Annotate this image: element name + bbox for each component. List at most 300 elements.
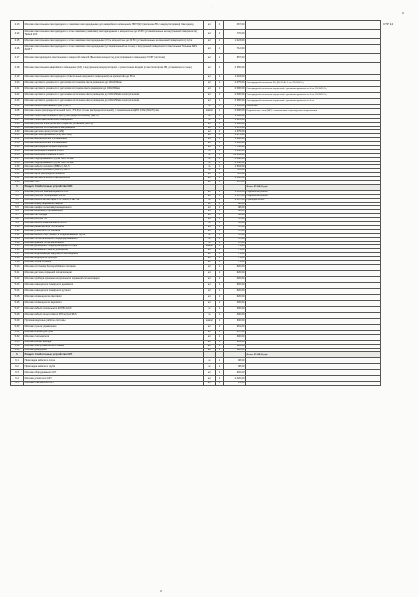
row-description: Монтаж линии светильника к щиту распределительному (ЩРО) [24, 114, 204, 118]
row-unit: шт [204, 142, 216, 146]
row-price: 47,00 [224, 237, 246, 241]
row-unit: шт [204, 344, 216, 348]
row-number: 5.23 [11, 282, 24, 288]
row-description: Монтаж оповещателя светового [24, 294, 204, 300]
row-note [246, 30, 381, 39]
row-description: Монтаж извещателя пожарного ручного [24, 288, 204, 294]
row-quantity: 1 [216, 75, 224, 81]
row-number: 4.30 [11, 130, 24, 134]
row-price: 1 037,00 [224, 198, 246, 202]
row-quantity: 1 [216, 218, 224, 222]
row-number: 4.41 [11, 173, 24, 177]
row-quantity: 1 [216, 344, 224, 348]
table-row [11, 382, 381, 386]
table-row [11, 30, 381, 39]
row-note: Подключение розеток [246, 190, 381, 194]
row-price: 2 008,00 [224, 161, 246, 165]
row-number: 4.36 [11, 153, 24, 157]
row-quantity: 1 [216, 169, 224, 173]
row-unit: шт [204, 126, 216, 130]
row-number: 4.31 [11, 134, 24, 138]
row-number: 5.9 [11, 222, 24, 226]
row-price: 300,00 [224, 300, 246, 306]
row-number: 4.19 [11, 75, 24, 81]
row-description: Монтаж кабельного канала 16х16 [24, 149, 204, 153]
row-quantity: 1 [216, 206, 224, 210]
row-price: 1 315,00 [224, 118, 246, 122]
row-quantity: 1 [216, 198, 224, 202]
row-price: 2 000,00 [224, 108, 246, 114]
row-unit: м [204, 105, 216, 109]
row-description: Монтаж щита распределительного [24, 173, 204, 177]
row-number: 5.24 [11, 288, 24, 294]
table-row [11, 21, 381, 30]
row-quantity: 1 [216, 330, 224, 334]
row-note: Светодиодный светильник внутренний с датчиками движения на 4 шт, 220 В/50 Гц [246, 93, 381, 99]
row-number: 4.20 [11, 81, 24, 87]
row-note: Светодиодный светильник внутренний с датчиками движения на 4 шт [246, 99, 381, 105]
row-number: 4.38 [11, 161, 24, 165]
row-price: 2 008,00 [224, 157, 246, 161]
row-quantity: 1 [216, 161, 224, 165]
row-number: 4.34 [11, 146, 24, 150]
row-unit: шт [204, 194, 216, 198]
row-description: Монтаж крышки лотка кабельного [24, 241, 204, 245]
row-price: 15 445,00 [224, 153, 246, 157]
row-price: 1 504,00 [224, 165, 246, 169]
row-number: 4.43 [11, 181, 24, 185]
row-description: Монтаж розеток 16 А высокого напряжения [24, 126, 204, 130]
row-price: 47,00 [224, 225, 246, 229]
row-unit: шт [204, 300, 216, 306]
row-description: Монтаж кнопки выхода [24, 340, 204, 344]
table-row [11, 45, 381, 54]
row-description: Монтаж кабеля витая пара UTP 4х2х0,5 кат. 5е [24, 198, 204, 202]
row-description: Монтаж кабельного канала 25х16 [24, 153, 204, 157]
row-description: Монтаж оповещателя звукового [24, 300, 204, 306]
row-quantity: 1 [216, 294, 224, 300]
row-number: 4.35 [11, 149, 24, 153]
estimate-table-body [11, 21, 381, 386]
estimate-table [10, 20, 381, 386]
row-number: 5.34 [11, 344, 24, 348]
row-description: Монтаж кабеля ПВС, ШВВП в гофрированной трубе [24, 233, 204, 237]
row-price: 2 000,00 [224, 93, 246, 99]
row-note [246, 63, 381, 75]
row-number: 5.13 [11, 237, 24, 241]
row-quantity: 1 [216, 270, 224, 276]
row-number: 4.33 [11, 142, 24, 146]
row-note [246, 21, 381, 30]
row-quantity: 1 [216, 300, 224, 306]
row-price: 98,00 [224, 358, 246, 364]
row-price: 71,00 [224, 253, 246, 257]
row-quantity: 1 [216, 237, 224, 241]
row-unit: шт [204, 146, 216, 150]
row-price: 124,00 [224, 340, 246, 344]
row-description: Монтаж кабеля силового (ВВГнг) 3х1,5 [24, 165, 204, 169]
row-description: Монтаж распределительной коробки [24, 146, 204, 150]
row-quantity: 1 [216, 99, 224, 105]
row-unit: шт [204, 99, 216, 105]
row-description: Монтаж кабеля коаксиального RG-6 [24, 222, 204, 226]
row-unit: м [204, 241, 216, 245]
row-unit: м [204, 169, 216, 173]
row-number: 6.2 [11, 364, 24, 370]
row-quantity: 1 [216, 306, 224, 312]
row-description: Монтаж кабеля сигнального КСПВ 4х0,5 [24, 306, 204, 312]
row-unit: м [204, 237, 216, 241]
row-note [246, 45, 381, 54]
row-description: Монтаж электромагнитного замка [24, 344, 204, 348]
row-number: 6.1 [11, 358, 24, 364]
row-description: Монтаж гофрированной трубы ПВХ 20 мм [24, 161, 204, 165]
row-quantity: 1 [216, 225, 224, 229]
row-number: 5.2 [11, 194, 24, 198]
row-quantity: 1 [216, 126, 224, 130]
row-quantity: 1 [216, 260, 224, 264]
row-unit: шт [204, 93, 216, 99]
row-description: Монтаж видеокамеры наружного наблюдения [24, 253, 204, 257]
row-number: 5.20 [11, 264, 24, 270]
row-note: Светодиодный светильник внутренний с датчиками движения на 4 шт, 220 В/50 Гц [246, 87, 381, 93]
row-number: 4.27 [11, 118, 24, 122]
row-price: 45,00 [224, 222, 246, 226]
row-price: 307,00 [224, 330, 246, 334]
row-quantity: 1 [216, 146, 224, 150]
row-price: 2 000,00 [224, 87, 246, 93]
row-quantity: 1 [216, 63, 224, 75]
row-quantity: 1 [216, 157, 224, 161]
row-quantity: 1 [216, 202, 224, 206]
row-number: 4.40 [11, 169, 24, 173]
row-unit: шт [204, 177, 216, 181]
row-quantity: 1 [216, 93, 224, 99]
row-unit: шт [204, 190, 216, 194]
row-quantity: 1 [216, 194, 224, 198]
row-price: 2 350,00 [224, 63, 246, 75]
row-description: Монтаж автоматического выключателя [24, 177, 204, 181]
row-description: Монтаж источника бесперебойного питания [24, 264, 204, 270]
row-number: 5.30 [11, 324, 24, 330]
row-number: 4.42 [11, 177, 24, 181]
row-number: 4.39 [11, 165, 24, 169]
row-quantity: 1 [216, 149, 224, 153]
row-price: 620,00 [224, 270, 246, 276]
row-unit: м [204, 153, 216, 157]
row-quantity: 1 [216, 142, 224, 146]
row-note: Подключение розеток [246, 194, 381, 198]
row-note [246, 382, 381, 386]
row-number: 5.32 [11, 334, 24, 340]
row-unit: м [204, 312, 216, 318]
row-price: 1 270,00 [224, 126, 246, 130]
row-number: 5.18 [11, 257, 24, 261]
row-price: 1 000,00 [224, 177, 246, 181]
row-quantity: 1 [216, 30, 224, 39]
row-price: 2 020,00 [224, 376, 246, 382]
row-price: 98,00 [224, 206, 246, 210]
row-description: Монтаж шкафа телекоммуникационного [24, 206, 204, 210]
row-price: 1 023,00 [224, 39, 246, 45]
row-quantity: 1 [216, 153, 224, 157]
row-quantity: 1 [216, 222, 224, 226]
row-price: 620,00 [224, 264, 246, 270]
row-description: Раздел: Слаботочные устройства СКТ [24, 352, 204, 358]
row-number: 5.6 [11, 210, 24, 214]
row-description: Монтаж усилителя ТВ сигнала [24, 229, 204, 233]
row-unit: м [204, 306, 216, 312]
row-unit: шт [204, 260, 216, 264]
row-number: 5.12 [11, 233, 24, 237]
row-quantity: 1 [216, 348, 224, 352]
row-description: Монтаж светильника светодиодного с 2-мя лампами светодиодными 0,5 м мощностью до 30 Вт (установленные на внешней поверхности) 1,2 м [24, 39, 204, 45]
row-unit: шт [204, 288, 216, 294]
row-price: 620,00 [224, 288, 246, 294]
row-number: 5.26 [11, 300, 24, 306]
row-quantity: 1 [216, 87, 224, 93]
row-description: Монтаж светильника светодиодного с 2-мя лампами (лампами) светодиодными с мощностью до 40 Вт (установленные на внутренней поверхности) Tarkett 12Х [24, 30, 204, 39]
row-description: Монтаж УЗО [24, 181, 204, 185]
row-description: Монтаж выключателей 1-клавишных [24, 138, 204, 142]
row-description: Монтаж считывателя [24, 334, 204, 340]
row-price: 47,00 [224, 241, 246, 245]
row-number: 4.37 [11, 157, 24, 161]
row-unit: шт [204, 276, 216, 282]
row-description: Монтаж вызывной панели домофона [24, 249, 204, 253]
row-description: Монтаж линии распределительной сети, 3*2,5(от стены распределительной), с заземлением ЩРО 1х5м (60х70) мм [24, 108, 204, 114]
row-description: Монтаж пульта управления [24, 324, 204, 330]
row-price: 98,00 [224, 202, 246, 206]
row-quantity: 1 [216, 358, 224, 364]
row-quantity: 1 [216, 114, 224, 118]
row-description: Монтаж извещателя пожарного дымового [24, 282, 204, 288]
row-unit: м [204, 222, 216, 226]
row-price: 1 037,00 [224, 194, 246, 198]
row-quantity: 1 [216, 54, 224, 63]
row-price: 47,00 [224, 233, 246, 237]
row-description: Монтаж домофона / видеодомофона в сборе [24, 245, 204, 249]
row-description: Монтаж выключателей 2-клавишных [24, 142, 204, 146]
row-price: 1 103,00 [224, 105, 246, 109]
row-number: 5.25 [11, 294, 24, 300]
row-unit: м [204, 161, 216, 165]
row-quantity: 1 [216, 118, 224, 122]
row-number: 5.17 [11, 253, 24, 257]
row-unit: шт [204, 75, 216, 81]
row-unit: шт [204, 324, 216, 330]
scan-dot [160, 590, 162, 592]
row-description: Монтаж розетки ТВ [24, 218, 204, 222]
row-unit: м [204, 157, 216, 161]
row-unit: м [204, 364, 216, 370]
row-unit: шт [204, 138, 216, 142]
scan-dot [402, 12, 404, 14]
row-price: 47,00 [224, 218, 246, 222]
row-number: 4.13 [11, 21, 24, 30]
row-number: 5.28 [11, 312, 24, 318]
row-number: 4.28 [11, 122, 24, 126]
row-number: 5.11 [11, 229, 24, 233]
row-unit: шт [204, 229, 216, 233]
row-unit: шт [204, 348, 216, 352]
row-description: Монтаж щитового указателя с датчиком источника света размером до 100х150мм [24, 87, 204, 93]
row-price: 98,00 [224, 364, 246, 370]
row-number: 5.16 [11, 249, 24, 253]
row-unit: шт [204, 249, 216, 253]
row-description: Монтаж кабеля огнестойкого КПСнг(А)-FRLS [24, 312, 204, 318]
row-price: 7 750,00 [224, 146, 246, 150]
row-price: 1 306,00 [224, 142, 246, 146]
row-quantity: 1 [216, 105, 224, 109]
row-price: 71,00 [224, 249, 246, 253]
row-price: 620,00 [224, 282, 246, 288]
row-number: 4.24 [11, 105, 24, 109]
row-number: 5.21 [11, 270, 24, 276]
row-quantity: 1 [216, 134, 224, 138]
row-unit: шт [204, 30, 216, 39]
row-number: 5.15 [11, 245, 24, 249]
row-price: 47,00 [224, 229, 246, 233]
row-unit: шт [204, 340, 216, 344]
row-unit: шт [204, 45, 216, 54]
row-description: Монтаж разветвителя ТВ сигнала [24, 225, 204, 229]
row-price: 261,00 [224, 324, 246, 330]
table-row [11, 54, 381, 63]
row-unit: компл [204, 318, 216, 324]
row-number: 4.17 [11, 54, 24, 63]
row-unit: шт [204, 63, 216, 75]
row-number: 5.33 [11, 340, 24, 344]
row-description: Монтаж светильника светодиодного с лампами светодиодными для аварийного освещения ЛБ7/ЛД 3 (включая ЛБ с аккумуляторами) Светодиод [24, 21, 204, 30]
row-unit: шт [204, 81, 216, 87]
row-unit: м [204, 198, 216, 202]
row-quantity: 1 [216, 45, 224, 54]
row-number: 4.14 [11, 30, 24, 39]
row-description: Монтаж видеорегистратора [24, 257, 204, 261]
row-quantity: 1 [216, 241, 224, 245]
row-unit: шт [204, 134, 216, 138]
row-price: 71,00 [224, 257, 246, 261]
row-unit: шт [204, 264, 216, 270]
row-price: 723,00 [224, 173, 246, 177]
row-price: 120,00 [224, 344, 246, 348]
row-price: 1 063,00 [224, 114, 246, 118]
row-description: Монтаж розеток компьютерных RJ-45 [24, 190, 204, 194]
row-price: 723,00 [224, 169, 246, 173]
row-number: 5.29 [11, 318, 24, 324]
row-unit: шт [204, 54, 216, 63]
row-price: 300,00 [224, 318, 246, 324]
row-description: Монтаж патч-корда [24, 214, 204, 218]
row-quantity: 1 [216, 138, 224, 142]
row-unit: шт [204, 334, 216, 340]
row-quantity: 1 [216, 177, 224, 181]
row-quantity: 1 [216, 173, 224, 177]
row-quantity: 1 [216, 264, 224, 270]
row-unit: шт [204, 87, 216, 93]
row-unit: м [204, 165, 216, 169]
row-number: 4.26 [11, 114, 24, 118]
row-quantity: 1 [216, 276, 224, 282]
row-unit: шт [204, 376, 216, 382]
row-description: Монтаж датчика присутствия (ИК) [24, 130, 204, 134]
row-description: Монтаж оборудования СКТ [24, 370, 204, 376]
table-row [11, 63, 381, 75]
row-number: 5.1 [11, 190, 24, 194]
row-unit: м [204, 114, 216, 118]
row-number: 5 [11, 184, 24, 190]
row-description: Прокладка кабеля в трубе [24, 364, 204, 370]
page-label: СТР 14 [383, 22, 394, 26]
row-number: 5.35 [11, 348, 24, 352]
row-quantity: 1 [216, 165, 224, 169]
row-unit: шт [204, 130, 216, 134]
row-quantity: 1 [216, 376, 224, 382]
row-quantity: 1 [216, 324, 224, 330]
row-number: 5.19 [11, 260, 24, 264]
row-quantity: 1 [216, 382, 224, 386]
row-unit: шт [204, 218, 216, 222]
row-description: Монтаж розеток телефонных RJ-11 [24, 194, 204, 198]
row-unit: м [204, 149, 216, 153]
row-unit: шт [204, 330, 216, 334]
row-number: 4.32 [11, 138, 24, 142]
row-number: 6.3 [11, 370, 24, 376]
row-quantity: 1 [216, 39, 224, 45]
row-unit: шт [204, 206, 216, 210]
row-price: 620,00 [224, 276, 246, 282]
row-number: 6 [11, 352, 24, 358]
row-unit: м [204, 358, 216, 364]
row-price: 620,00 [224, 294, 246, 300]
row-unit: шт [204, 202, 216, 206]
row-number: 5.31 [11, 330, 24, 334]
row-price: 118,00 [224, 348, 246, 352]
row-description: Монтаж датчика охранной сигнализации [24, 270, 204, 276]
row-price: 1 475,00 [224, 134, 246, 138]
row-description: Монтаж ответвителя СКТ [24, 382, 204, 386]
row-number: 5.8 [11, 218, 24, 222]
row-unit: шт [204, 214, 216, 218]
row-unit: компл [204, 245, 216, 249]
row-number: 5.10 [11, 225, 24, 229]
row-description: Монтаж ключей доступа [24, 330, 204, 334]
row-price: 770,00 [224, 30, 246, 39]
row-unit: шт [204, 173, 216, 177]
row-description: Раздел: Слаботочные устройства СКС [24, 184, 204, 190]
row-description: Монтаж щитового указателя с датчиками источника света размером до 100х150мм электрическим [24, 99, 204, 105]
row-quantity: 1 [216, 190, 224, 194]
row-quantity: 1 [216, 340, 224, 344]
row-quantity: 1 [216, 108, 224, 114]
row-number: 4.16 [11, 45, 24, 54]
row-unit: компл [204, 108, 216, 114]
row-description: Монтаж блока питания [24, 260, 204, 264]
row-unit: шт [204, 210, 216, 214]
row-price: 467,00 [224, 21, 246, 30]
row-note: Подключение к сети (ВВГ) с заземлением и переходными соединениями [246, 108, 381, 114]
row-unit: шт [204, 122, 216, 126]
row-number: 6.5 [11, 382, 24, 386]
row-price: 96,00 [224, 214, 246, 218]
row-description: Монтаж лотка кабельного перфорированного [24, 237, 204, 241]
row-description: Монтаж светодиодного светильника с закрытой лампой (Высокая мощность) для исправного освещения 72 ВТ (потолок) [24, 54, 204, 63]
row-price: 25,00 [224, 382, 246, 386]
row-number: 5.22 [11, 276, 24, 282]
row-quantity: 1 [216, 257, 224, 261]
row-quantity: 1 [216, 21, 224, 30]
